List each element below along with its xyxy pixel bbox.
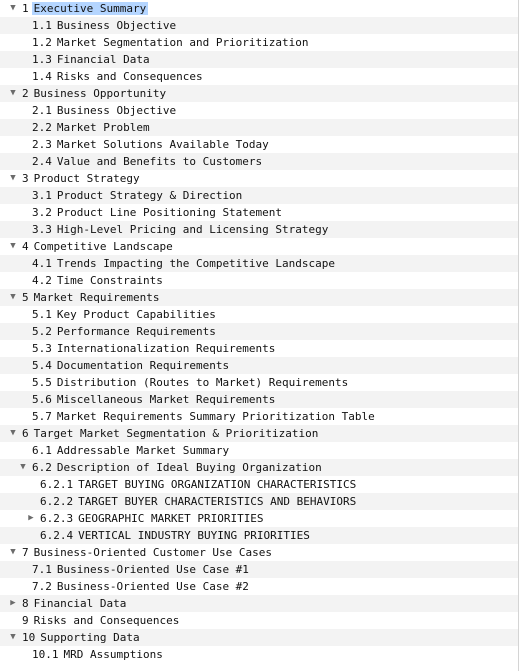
section-number: 5.1 xyxy=(32,308,52,321)
outline-item-label[interactable] xyxy=(32,459,324,476)
collapse-arrow-icon[interactable]: ▼ xyxy=(10,88,16,98)
section-title: Market Requirements Summary Prioritization Table xyxy=(56,410,375,423)
section-title: Risks and Consequences xyxy=(33,614,180,627)
outline-item-label[interactable] xyxy=(32,340,277,357)
section-number: 3.3 xyxy=(32,223,52,236)
outline-item[interactable] xyxy=(0,544,518,561)
section-title: Financial Data xyxy=(33,597,127,610)
section-number: 9 xyxy=(22,614,29,627)
section-number: 10 xyxy=(22,631,36,644)
outline-item[interactable] xyxy=(0,629,518,646)
outline-item-label[interactable] xyxy=(22,612,181,629)
section-number: 3.2 xyxy=(32,206,52,219)
section-number: 5.2 xyxy=(32,325,52,338)
outline-item-label[interactable] xyxy=(32,391,277,408)
outline-item[interactable] xyxy=(0,493,518,510)
section-title: Description of Ideal Buying Organization xyxy=(56,461,322,474)
section-number: 6.2.3 xyxy=(40,512,74,525)
section-title: Market Requirements xyxy=(33,291,160,304)
section-title: Trends Impacting the Competitive Landscape xyxy=(56,257,336,270)
section-number: 3.1 xyxy=(32,189,52,202)
section-number: 4.1 xyxy=(32,257,52,270)
expand-arrow-icon[interactable]: ▶ xyxy=(10,598,16,608)
outline-item-label[interactable] xyxy=(32,68,205,85)
outline-item[interactable] xyxy=(0,187,518,204)
section-title: Market Problem xyxy=(56,121,150,134)
outline-item-label[interactable] xyxy=(32,442,231,459)
section-title: Documentation Requirements xyxy=(56,359,230,372)
outline-item[interactable] xyxy=(0,459,518,476)
section-title: VERTICAL INDUSTRY BUYING PRIORITIES xyxy=(78,529,310,542)
section-number: 5.5 xyxy=(32,376,52,389)
outline-item-label[interactable] xyxy=(22,170,142,187)
section-title: TARGET BUYING ORGANIZATION CHARACTERISTICS xyxy=(78,478,357,491)
outline-item[interactable] xyxy=(0,612,518,629)
section-title: High-Level Pricing and Licensing Strategy xyxy=(56,223,329,236)
section-title: Key Product Capabilities xyxy=(56,308,216,321)
section-title: TARGET BUYER CHARACTERISTICS AND BEHAVIORS xyxy=(78,495,357,508)
outline-item-label[interactable] xyxy=(32,561,251,578)
outline-item[interactable] xyxy=(0,408,518,425)
section-title: Product Strategy & Direction xyxy=(56,189,243,202)
section-number: 5.3 xyxy=(32,342,52,355)
section-number: 1.4 xyxy=(32,70,52,83)
section-number: 4.2 xyxy=(32,274,52,287)
section-title: Competitive Landscape xyxy=(33,240,173,253)
section-title: Business Objective xyxy=(56,19,177,32)
outline-item-label[interactable] xyxy=(22,0,148,17)
section-number: 2.3 xyxy=(32,138,52,151)
outline-item-label[interactable] xyxy=(32,119,152,136)
section-number: 5.4 xyxy=(32,359,52,372)
outline-item-label[interactable] xyxy=(22,629,142,646)
section-number: 10.1 xyxy=(32,648,59,661)
outline-item[interactable] xyxy=(0,595,518,612)
section-title: Product Strategy xyxy=(33,172,140,185)
outline-item-label[interactable] xyxy=(40,476,358,493)
section-number: 8 xyxy=(22,597,29,610)
section-title: Market Solutions Available Today xyxy=(56,138,269,151)
outline-item[interactable] xyxy=(0,425,518,442)
section-title: Market Segmentation and Prioritization xyxy=(56,36,309,49)
section-title-selected: Executive Summary xyxy=(33,2,147,15)
outline-item[interactable] xyxy=(0,510,518,527)
outline-item[interactable] xyxy=(0,170,518,187)
section-title: Addressable Market Summary xyxy=(56,444,230,457)
section-number: 7.2 xyxy=(32,580,52,593)
outline-item[interactable] xyxy=(0,34,518,51)
section-number: 6.2 xyxy=(32,461,52,474)
collapse-arrow-icon[interactable]: ▼ xyxy=(10,241,16,251)
outline-item[interactable] xyxy=(0,0,518,17)
section-number: 5 xyxy=(22,291,29,304)
section-number: 2.4 xyxy=(32,155,52,168)
section-title: Business Objective xyxy=(56,104,177,117)
section-number: 5.6 xyxy=(32,393,52,406)
section-number: 6.2.4 xyxy=(40,529,74,542)
outline-item[interactable] xyxy=(0,442,518,459)
outline-item[interactable] xyxy=(0,357,518,374)
outline-item[interactable] xyxy=(0,527,518,544)
outline-item[interactable] xyxy=(0,323,518,340)
section-number: 6.1 xyxy=(32,444,52,457)
section-number: 6.2.1 xyxy=(40,478,74,491)
outline-item-label[interactable] xyxy=(32,374,350,391)
expand-arrow-icon[interactable]: ▶ xyxy=(28,513,34,523)
section-number: 4 xyxy=(22,240,29,253)
section-number: 2 xyxy=(22,87,29,100)
outline-item-label[interactable] xyxy=(32,408,377,425)
section-title: Business Opportunity xyxy=(33,87,167,100)
section-title: Value and Benefits to Customers xyxy=(56,155,263,168)
section-title: Miscellaneous Market Requirements xyxy=(56,393,276,406)
collapse-arrow-icon[interactable]: ▼ xyxy=(10,292,16,302)
section-title: Business-Oriented Customer Use Cases xyxy=(33,546,273,559)
section-title: Financial Data xyxy=(56,53,150,66)
section-number: 2.2 xyxy=(32,121,52,134)
section-title: Business-Oriented Use Case #1 xyxy=(56,563,249,576)
section-number: 6 xyxy=(22,427,29,440)
outline-item-label[interactable] xyxy=(32,153,264,170)
outline-item-label[interactable] xyxy=(32,17,178,34)
outline-item[interactable] xyxy=(0,136,518,153)
outline-item-label[interactable] xyxy=(40,493,358,510)
outline-item[interactable] xyxy=(0,646,518,663)
section-title: Performance Requirements xyxy=(56,325,216,338)
collapse-arrow-icon[interactable]: ▼ xyxy=(20,462,26,472)
section-number: 3 xyxy=(22,172,29,185)
section-title: Target Market Segmentation & Prioritization xyxy=(33,427,319,440)
outline-item[interactable] xyxy=(0,153,518,170)
section-number: 7.1 xyxy=(32,563,52,576)
outline-item[interactable] xyxy=(0,578,518,595)
outline-item-label[interactable] xyxy=(40,527,312,544)
outline-item-label[interactable] xyxy=(22,425,320,442)
collapse-arrow-icon[interactable]: ▼ xyxy=(10,3,16,13)
section-title: Time Constraints xyxy=(56,274,163,287)
outline-item-label[interactable] xyxy=(32,51,152,68)
section-title: GEOGRAPHIC MARKET PRIORITIES xyxy=(78,512,264,525)
outline-item-label[interactable] xyxy=(40,510,266,527)
outline-item-label[interactable] xyxy=(32,306,218,323)
outline-item[interactable] xyxy=(0,391,518,408)
outline-item-label[interactable] xyxy=(22,85,168,102)
section-title: Product Line Positioning Statement xyxy=(56,206,283,219)
outline-item[interactable] xyxy=(0,255,518,272)
collapse-arrow-icon[interactable]: ▼ xyxy=(10,428,16,438)
outline-item-label[interactable] xyxy=(32,221,330,238)
outline-item[interactable] xyxy=(0,340,518,357)
section-number: 6.2.2 xyxy=(40,495,74,508)
section-number: 1.1 xyxy=(32,19,52,32)
section-title: Risks and Consequences xyxy=(56,70,203,83)
outline-item-label[interactable] xyxy=(32,34,311,51)
collapse-arrow-icon[interactable]: ▼ xyxy=(10,632,16,642)
outline-item[interactable] xyxy=(0,221,518,238)
collapse-arrow-icon[interactable]: ▼ xyxy=(10,173,16,183)
outline-item[interactable] xyxy=(0,238,518,255)
section-title: Business-Oriented Use Case #2 xyxy=(56,580,249,593)
outline-item[interactable] xyxy=(0,374,518,391)
outline-item[interactable] xyxy=(0,272,518,289)
outline-item-label[interactable] xyxy=(22,289,161,306)
outline-item[interactable] xyxy=(0,17,518,34)
outline-item-label[interactable] xyxy=(22,544,274,561)
outline-item-label[interactable] xyxy=(32,136,271,153)
outline-item[interactable] xyxy=(0,204,518,221)
outline-item-label[interactable] xyxy=(22,595,128,612)
outline-item-label[interactable] xyxy=(32,578,251,595)
outline-item-label[interactable] xyxy=(32,272,165,289)
outline-item[interactable] xyxy=(0,476,518,493)
outline-item-label[interactable] xyxy=(22,238,175,255)
section-number: 2.1 xyxy=(32,104,52,117)
outline-item[interactable] xyxy=(0,68,518,85)
section-number: 1 xyxy=(22,2,29,15)
outline-item-label[interactable] xyxy=(32,646,165,663)
outline-item-label[interactable] xyxy=(32,323,218,340)
section-number: 1.2 xyxy=(32,36,52,49)
outline-item[interactable] xyxy=(0,306,518,323)
outline-item[interactable] xyxy=(0,51,518,68)
section-title: MRD Assumptions xyxy=(63,648,163,661)
outline-item-label[interactable] xyxy=(32,255,337,272)
section-title: Supporting Data xyxy=(40,631,140,644)
outline-item[interactable] xyxy=(0,561,518,578)
section-number: 7 xyxy=(22,546,29,559)
outline-item-label[interactable] xyxy=(32,102,178,119)
section-number: 5.7 xyxy=(32,410,52,423)
section-number: 1.3 xyxy=(32,53,52,66)
section-title: Internationalization Requirements xyxy=(56,342,276,355)
outline-item-label[interactable] xyxy=(32,187,244,204)
outline-item[interactable] xyxy=(0,102,518,119)
outline-item[interactable] xyxy=(0,289,518,306)
collapse-arrow-icon[interactable]: ▼ xyxy=(10,547,16,557)
section-title: Distribution (Routes to Market) Requirements xyxy=(56,376,349,389)
outline-item-label[interactable] xyxy=(32,204,284,221)
outline-item[interactable] xyxy=(0,85,518,102)
outline-item-label[interactable] xyxy=(32,357,231,374)
outline-item[interactable] xyxy=(0,119,518,136)
